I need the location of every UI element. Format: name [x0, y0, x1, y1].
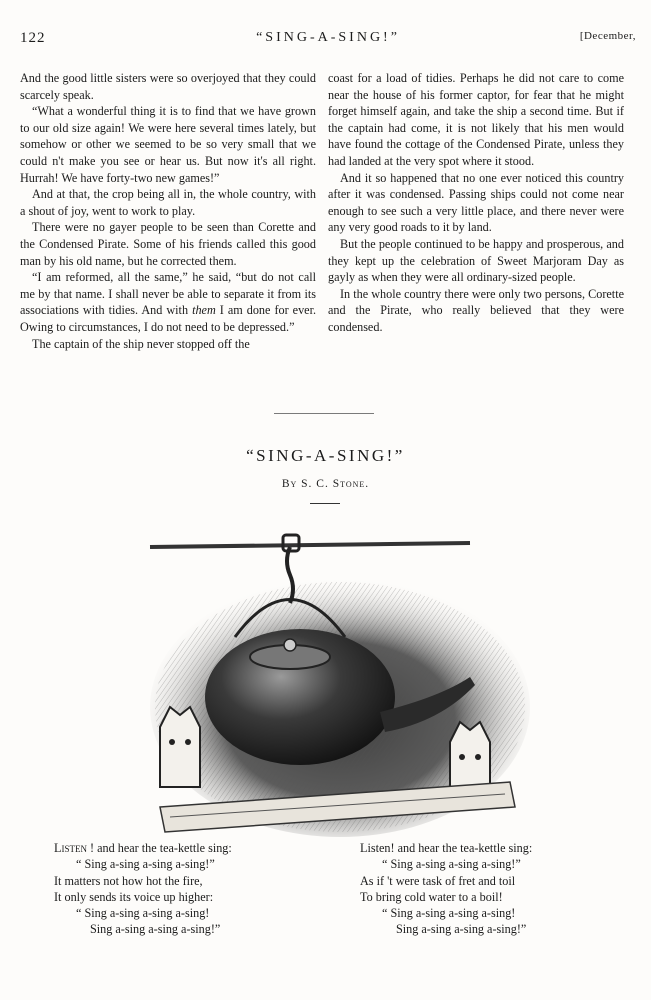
- verse-line: To bring cold water to a boil!: [360, 889, 503, 904]
- verse-line: As if 't were task of fret and toil: [360, 873, 516, 888]
- paragraph: And at that, the crop being all in, the whole country, with a shout of joy, went to work to play.: [20, 187, 316, 218]
- verse-line: Sing a-sing a-sing a-sing!”: [396, 922, 527, 937]
- issue-month: [December,: [579, 30, 636, 42]
- verse-line: [54, 840, 232, 856]
- poem-title: “SING-A-SING!”: [246, 446, 405, 465]
- verse-line: “ Sing a-sing a-sing a-sing!: [76, 906, 210, 921]
- story-right-column: [328, 70, 624, 336]
- verse-line: “ Sing a-sing a-sing a-sing!: [382, 906, 516, 921]
- section-divider: [274, 413, 374, 414]
- lid-knob: [284, 639, 296, 651]
- verse-line: It only sends its voice up higher:: [54, 889, 214, 904]
- emphasis-text: them: [192, 303, 216, 318]
- paragraph: “What a wonderful thing it is to find that we have grown to our old size again! We were here several times lately, but somehow or other we seemed to be so very small that we could n't make you see or hear us. But now it's all right. Hurrah! We have forty-two new games!”: [20, 104, 316, 185]
- story-left-column: [20, 70, 316, 352]
- page-header: [20, 30, 636, 50]
- crane-bar: [150, 543, 470, 547]
- poem-stanza-left: [54, 840, 232, 938]
- byline-rule: [310, 503, 340, 504]
- paragraph: But the people continued to be happy and prosperous, and they kept up the celebration of Sweet Marjoram Day as gayly as when they were all ordinary-sized people.: [328, 236, 624, 285]
- paragraph: coast for a load of tidies. Perhaps he did not care to come near the house of his former captor, for fear that he might forget himself again, and take the ship a second time. But if the captain had come, it is not likely that his men would have found the cottage of the Condensed Pirate, unless they had landed at the very spot where it stood.: [328, 71, 624, 168]
- verse-line: “ Sing a-sing a-sing a-sing!”: [76, 857, 215, 872]
- verse-line: “ Sing a-sing a-sing a-sing!”: [382, 857, 521, 872]
- paragraph: In the whole country there were only two persons, Corette and the Pirate, who really believed that they were condensed.: [328, 286, 624, 334]
- paragraph: The captain of the ship never stopped off the: [32, 336, 250, 351]
- verse-line: Listen! and hear the tea-kettle sing:: [360, 841, 533, 855]
- paragraph-text: I am done for ever. Owing to circumstances, I do not need to be depressed.”: [20, 303, 317, 334]
- tea-kettle-illustration: [140, 507, 530, 839]
- verse-dropcap-word: Listen: [54, 841, 87, 855]
- paragraph: And the good little sisters were so overjoyed that they could scarcely speak.: [20, 71, 316, 102]
- poem-byline: By S. C. Stone.: [281, 478, 370, 490]
- running-title: “SING-A-SING!”: [256, 30, 400, 45]
- paragraph: [20, 269, 316, 335]
- verse-line: Sing a-sing a-sing a-sing!”: [90, 922, 221, 937]
- verse-text: ! and hear the tea-kettle sing:: [86, 841, 232, 855]
- verse-line: It matters not how hot the fire,: [54, 873, 203, 888]
- paragraph: And it so happened that no one ever noticed this country after it was condensed. Passing ships could not come near enough to see such a very little place, and there never were any very good roads to it by land.: [328, 170, 624, 235]
- poem-stanza-right: [360, 840, 532, 938]
- andiron-left: [160, 707, 200, 787]
- page-number: 122: [20, 30, 46, 46]
- paragraph: There were no gayer people to be seen than Corette and the Condensed Pirate. Some of his friends called this good man by his old name, but he corrected them.: [20, 220, 316, 268]
- paragraph-text: “I am reformed, all the same,” he said, “but do not call me by that name. I shall never be able to separate it from its associations with tidies. And with: [20, 270, 316, 318]
